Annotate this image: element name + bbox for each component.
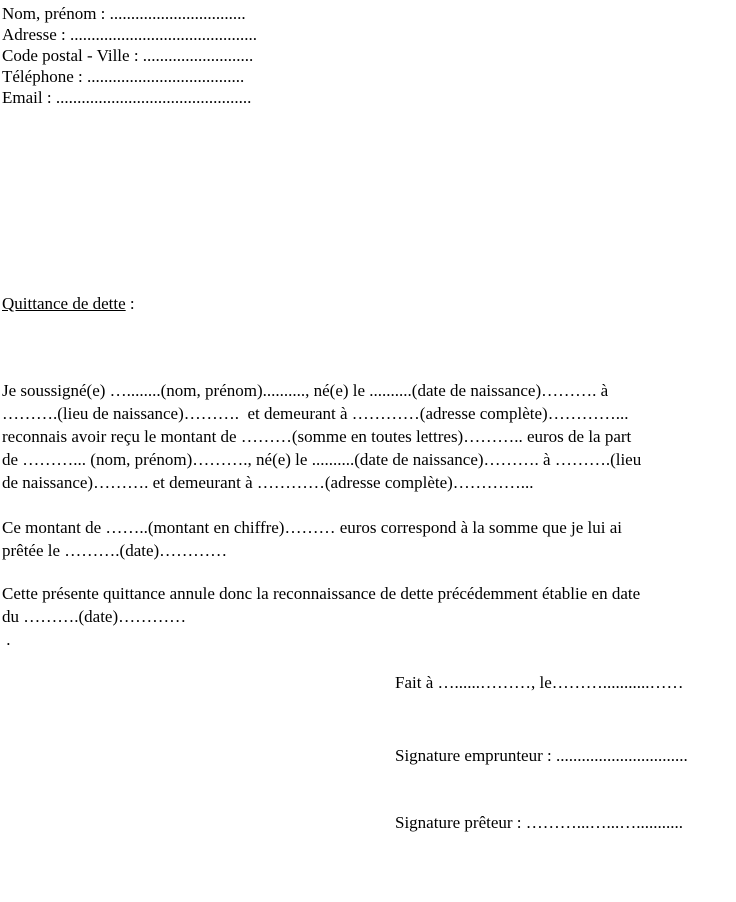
amount-line-2: prêtée le ……….(date)…………: [2, 541, 228, 560]
contact-info-block: [2, 3, 257, 108]
cancellation-line-1: Cette présente quittance annule donc la reconnaissance de dette précédemment établie en date: [2, 584, 641, 603]
contact-email-line: Email : ..............................................: [2, 88, 252, 107]
amount-paragraph: [2, 516, 736, 562]
cancellation-paragraph: [2, 582, 736, 628]
contact-address-line: Adresse : ............................................: [2, 25, 257, 44]
place-and-date-line: Fait à …......………, le………...........……: [395, 673, 684, 692]
borrower-signature-line: Signature emprunteur : ...............................: [395, 746, 688, 765]
declaration-line-1: Je soussigné(e) …........(nom, prénom).........., né(e) le ..........(date de naissance)………. à: [2, 381, 609, 400]
declaration-line-4: de ………... (nom, prénom)………., né(e) le ..........(date de naissance)………. à ……….(lieu: [2, 450, 642, 469]
lender-signature-line: Signature prêteur : ………...…...…...........: [395, 813, 684, 832]
cancellation-line-2: du ……….(date)…………: [2, 607, 187, 626]
declaration-paragraph: [2, 379, 736, 494]
amount-line-1: Ce montant de ……..(montant en chiffre)……… euros correspond à la somme que je lui ai: [2, 518, 623, 537]
contact-postal-city-line: Code postal - Ville : ..........................: [2, 46, 254, 65]
contact-phone-line: Téléphone : .....................................: [2, 67, 245, 86]
contact-name-line: Nom, prénom : ................................: [2, 4, 246, 23]
document-title: [2, 292, 135, 315]
declaration-line-2: ……….(lieu de naissance)………. et demeurant à …………(adresse complète)…………...: [2, 404, 629, 423]
declaration-line-5: de naissance)………. et demeurant à …………(adresse complète)…………...: [2, 473, 534, 492]
document-title-colon: :: [125, 294, 135, 313]
declaration-line-3: reconnais avoir reçu le montant de ………(somme en toutes lettres)……….. euros de la part: [2, 427, 632, 446]
document-title-text: Quittance de dette: [2, 294, 126, 313]
stray-period: .: [2, 630, 11, 649]
